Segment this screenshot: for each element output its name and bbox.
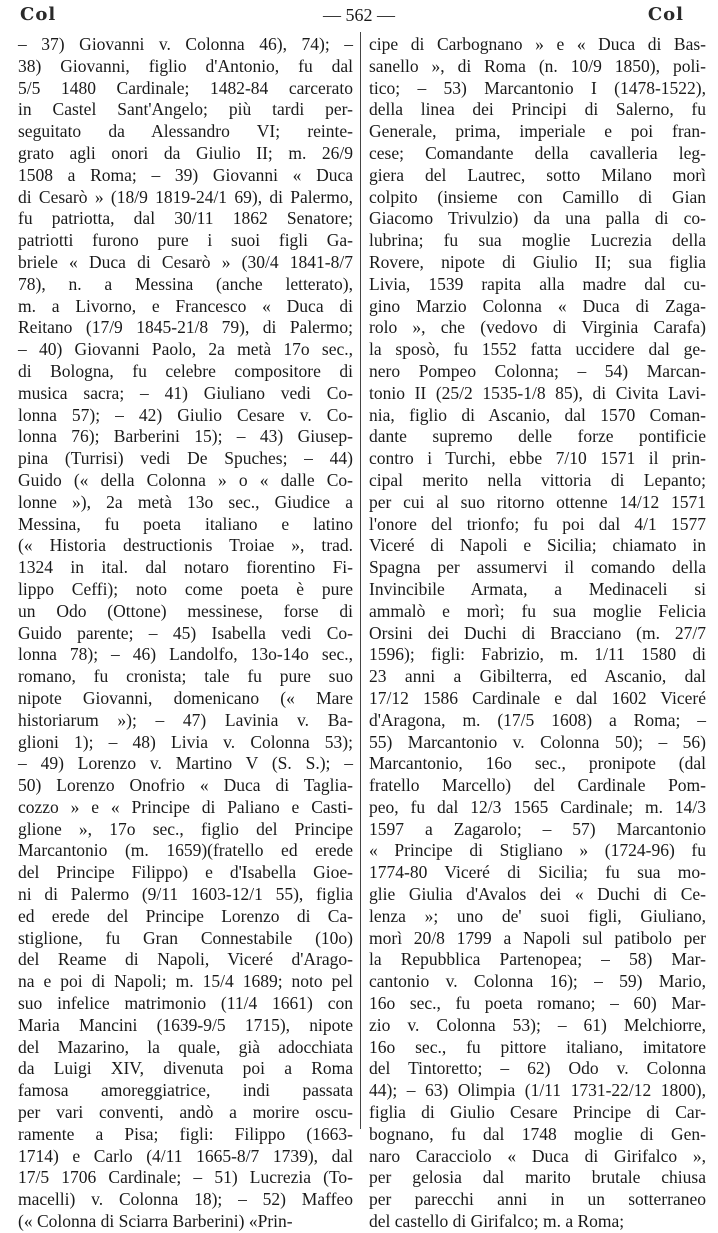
text-line: 1597 a Zagarolo; – 57) Marcantonio xyxy=(369,818,706,839)
text-line: Invincibile Armata, a Medinaceli si xyxy=(369,578,706,599)
text-line: per vari conventi, andò a morire oscu- xyxy=(18,1102,353,1123)
text-line: Spagna per assumervi il comando della xyxy=(369,557,706,578)
text-line: patriotti furono pure i suoi figli Ga- xyxy=(18,230,353,251)
text-line: Generale, prima, imperiale e poi fran- xyxy=(369,121,706,142)
text-line: tonio II (25/2 1535-1/8 85), di Civita Lavi- xyxy=(369,382,706,403)
text-line: 78), n. a Messina (anche letterato), xyxy=(18,273,353,294)
text-line: fratello Marcello) del Cardinale Pom- xyxy=(369,775,706,796)
text-line: 16o sec., fu poeta romano; – 60) Mar- xyxy=(369,993,706,1014)
text-line: rolo », che (vedovo di Virginia Carafa) xyxy=(369,317,706,338)
text-line: suo infelice matrimonio (11/4 1661) con xyxy=(18,993,353,1014)
text-line: della linea dei Principi di Salerno, fu xyxy=(369,99,706,120)
text-line: lonna 57); – 42) Giulio Cesare v. Co- xyxy=(18,404,353,425)
text-line: musica sacra; – 41) Giuliano vedi Co- xyxy=(18,382,353,403)
page-number: — 562 — xyxy=(323,5,395,25)
text-line: na e poi di Napoli; m. 15/4 1689; noto pel xyxy=(18,971,353,992)
text-line: dante supremo delle forze pontificie xyxy=(369,426,706,447)
text-line: nipote Giovanni, domenicano (« Mare xyxy=(18,687,353,708)
running-head-right: Col xyxy=(647,4,684,25)
text-line: 1324 in ital. dal notaro fiorentino Fi- xyxy=(18,557,353,578)
text-line: sanello », di Roma (n. 10/9 1850), poli- xyxy=(369,55,706,76)
text-line: del Reame di Napoli, Viceré d'Arago- xyxy=(18,949,353,970)
text-line: 50) Lorenzo Onofrio « Duca di Taglia- xyxy=(18,775,353,796)
left-column xyxy=(18,34,353,1232)
text-line: colpito (insieme con Camillo di Gian xyxy=(369,186,706,207)
text-line: 17/5 1706 Cardinale; – 51) Lucrezia (To- xyxy=(18,1167,353,1188)
text-line: figlia di Giulio Cesare Principe di Car- xyxy=(369,1102,706,1123)
text-line: del Tintoretto; – 62) Odo v. Colonna xyxy=(369,1058,706,1079)
text-line: Marcantonio (m. 1659)(fratello ed erede xyxy=(18,840,353,861)
text-line: fu patriotta, dal 30/11 1862 Senatore; xyxy=(18,208,353,229)
text-line: Maria Mancini (1639-9/5 1715), nipote xyxy=(18,1014,353,1035)
text-line: cipe di Carbognano » e « Duca di Bas- xyxy=(369,34,706,54)
text-line: un Odo (Ottone) messinese, forse di xyxy=(18,600,353,621)
text-line: la Repubblica Partenopea; – 58) Mar- xyxy=(369,949,706,970)
page-header xyxy=(8,4,710,30)
column-divider xyxy=(360,32,361,1129)
text-line: romano, fu cronista; tale fu pure suo xyxy=(18,666,353,687)
text-line: peo, fu dal 12/3 1565 Cardinale; m. 14/3 xyxy=(369,796,706,817)
text-line: da Luigi XIV, divenuta poi a Roma xyxy=(18,1058,353,1079)
text-line: lonna 78); – 46) Landolfo, 13o-14o sec., xyxy=(18,644,353,665)
text-line: di Cesarò » (18/9 1819-24/1 69), di Palermo, xyxy=(18,186,353,207)
text-line: Marcantonio, 16o sec., pronipote (dal xyxy=(369,753,706,774)
text-line: (« Colonna di Sciarra Barberini) «Prin- xyxy=(18,1211,293,1232)
text-line: lubrina; fu sua moglie Lucrezia della xyxy=(369,230,706,251)
text-line: in Castel Sant'Angelo; più tardi per- xyxy=(18,99,353,120)
text-line: macelli) v. Colonna 18); – 52) Maffeo xyxy=(18,1189,353,1210)
text-line: (« Historia destructionis Troiae », trad. xyxy=(18,535,353,556)
text-line: del castello di Girifalco; m. a Roma; xyxy=(369,1211,625,1232)
text-line: 17/12 1586 Cardinale e dal 1602 Viceré xyxy=(369,687,706,708)
text-line: ni di Palermo (9/11 1603-12/1 55), figlia xyxy=(18,884,353,905)
text-line: nia, figlio di Ascanio, dal 1570 Coman- xyxy=(369,404,706,425)
text-line: 1714) e Carlo (4/11 1665-8/7 1739), dal xyxy=(18,1145,353,1166)
text-line: 44); – 63) Olimpia (1/11 1731-22/12 1800), xyxy=(369,1080,706,1101)
text-line: Reitano (17/9 1845-21/8 79), di Palermo; xyxy=(18,317,353,338)
text-line: grato agli onori da Giulio II; m. 26/9 xyxy=(18,142,353,163)
text-line: historiarum »); – 47) Lavinia v. Ba- xyxy=(18,709,353,730)
text-line: nero Pompeo Colonna; – 54) Marcan- xyxy=(369,360,706,381)
text-line: ed erede del Principe Lorenzo di Ca- xyxy=(18,905,353,926)
text-line: del Principe Filippo) e d'Isabella Gioe- xyxy=(18,862,353,883)
text-line: la sposò, fu 1552 fatta uccidere dal ge- xyxy=(369,339,706,360)
text-line: bognano, fu dal 1748 moglie di Gen- xyxy=(369,1123,706,1144)
text-line: famosa amoreggiatrice, indi passata xyxy=(18,1080,353,1101)
text-line: 1774-80 Viceré di Sicilia; fu sua mo- xyxy=(369,862,706,883)
text-line: glione », 17o sec., figlio del Principe xyxy=(18,818,353,839)
text-line: Giacomo Trivulzio) da una palla di co- xyxy=(369,208,706,229)
text-line: pina (Turrisi) vedi De Spuches; – 44) xyxy=(18,448,353,469)
text-line: cantonio v. Colonna 16); – 59) Mario, xyxy=(369,971,706,992)
text-line: lippo Ceffi); noto come poeta è pure xyxy=(18,578,353,599)
text-line: 38) Giovanni, figlio d'Antonio, fu dal xyxy=(18,55,353,76)
text-line: Guido (« della Colonna » o « dalle Co- xyxy=(18,469,353,490)
text-line: 55) Marcantonio v. Colonna 50); – 56) xyxy=(369,731,706,752)
text-line: m. a Livorno, e Francesco « Duca di xyxy=(18,295,353,316)
text-line: ammalò e morì; fu sua moglie Felicia xyxy=(369,600,706,621)
text-line: gino Marzio Colonna « Duca di Zaga- xyxy=(369,295,706,316)
text-line: glie Giulia d'Avalos dei « Duchi di Ce- xyxy=(369,884,706,905)
text-line: 1508 a Roma; – 39) Giovanni « Duca xyxy=(18,164,353,185)
text-line: giera del Lautrec, sotto Milano morì xyxy=(369,164,706,185)
text-line: naro Caracciolo « Duca di Girifalco », xyxy=(369,1145,706,1166)
text-line: 5/5 1480 Cardinale; 1482-84 carcerato xyxy=(18,77,353,98)
text-line: stiglione, fu Gran Connestabile (10o) xyxy=(18,927,353,948)
text-line: del Mazarino, la quale, già adocchiata xyxy=(18,1036,353,1057)
text-line: lonne »), 2a metà 13o sec., Giudice a xyxy=(18,491,353,512)
text-line: 23 anni a Gibilterra, ed Ascanio, dal xyxy=(369,666,706,687)
text-line: Viceré di Napoli e Sicilia; chiamato in xyxy=(369,535,706,556)
text-line: – 37) Giovanni v. Colonna 46), 74); – xyxy=(18,34,353,54)
text-line: – 49) Lorenzo v. Martino V (S. S.); – xyxy=(18,753,353,774)
text-line: ramente a Pisa; figli: Filippo (1663- xyxy=(18,1123,353,1144)
text-line: 1596); figli: Fabrizio, m. 1/11 1580 di xyxy=(369,644,706,665)
text-line: « Principe di Stigliano » (1724-96) fu xyxy=(369,840,706,861)
text-line: seguitato da Alessandro VI; reinte- xyxy=(18,121,353,142)
text-line: 16o sec., fu pittore italiano, imitatore xyxy=(369,1036,706,1057)
text-line: l'onore del trionfo; fu poi dal 4/1 1577 xyxy=(369,513,706,534)
text-line: Guido parente; – 45) Isabella vedi Co- xyxy=(18,622,353,643)
text-line: zio v. Colonna 53); – 61) Melchiorre, xyxy=(369,1014,706,1035)
text-line: lenza »; uno de' suoi figli, Giuliano, xyxy=(369,905,706,926)
text-line: Messina, fu poeta italiano e latino xyxy=(18,513,353,534)
text-line: cipal merito nella vittoria di Lepanto; xyxy=(369,469,706,490)
text-line: cese; Comandante della cavalleria leg- xyxy=(369,142,706,163)
text-line: briele « Duca di Cesarò » (30/4 1841-8/7 xyxy=(18,251,353,272)
text-line: per gelosia dal marito brutale chiusa xyxy=(369,1167,706,1188)
text-line: d'Aragona, m. (17/5 1608) a Roma; – xyxy=(369,709,706,730)
text-line: Orsini dei Duchi di Bracciano (m. 27/7 xyxy=(369,622,706,643)
text-line: lonna 76); Barberini 15); – 43) Giusep- xyxy=(18,426,353,447)
right-column xyxy=(369,34,706,1232)
text-line: glioni 1); – 48) Livia v. Colonna 53); xyxy=(18,731,353,752)
running-head-left: Col xyxy=(20,4,57,25)
text-line: tico; – 53) Marcantonio I (1478-1522), xyxy=(369,77,706,98)
text-line: contro i Turchi, ebbe 7/10 1571 il prin- xyxy=(369,448,706,469)
text-line: Livia, 1539 rapita alla madre dal cu- xyxy=(369,273,706,294)
text-line: cozzo » e « Principe di Paliano e Casti- xyxy=(18,796,353,817)
text-line: per parecchi anni in un sotterraneo xyxy=(369,1189,706,1210)
text-line: di Bologna, fu celebre compositore di xyxy=(18,360,353,381)
text-line: morì 20/8 1799 a Napoli sul patibolo per xyxy=(369,927,706,948)
text-line: Rovere, nipote di Giulio II; sua figlia xyxy=(369,251,706,272)
text-line: per cui al suo ritorno ottenne 14/12 1571 xyxy=(369,491,706,512)
text-line: – 40) Giovanni Paolo, 2a metà 17o sec., xyxy=(18,339,353,360)
